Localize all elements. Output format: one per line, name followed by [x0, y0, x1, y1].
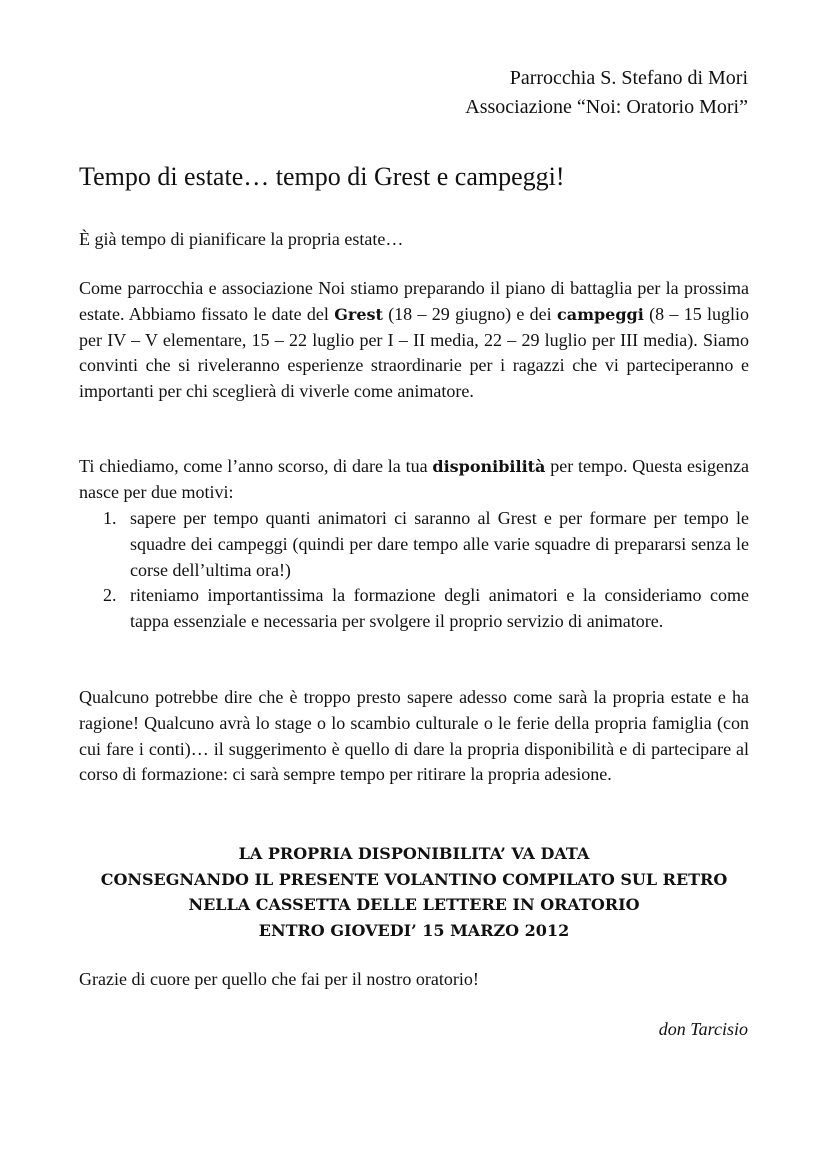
list-item-text: riteniamo importantissima la formazione degli animatori e la consideriamo come tappa essenziale e necessaria per svolgere il proprio servizio di animatore. — [130, 585, 749, 632]
list-item-number: 2. — [103, 585, 117, 606]
reasons-list — [79, 506, 749, 635]
intro-paragraph: È già tempo di pianificare la propria estate… — [79, 229, 404, 249]
letterhead — [465, 64, 748, 122]
signature: don Tarcisio — [658, 1019, 748, 1039]
notice-line: CONSEGNANDO IL PRESENTE VOLANTINO COMPILATO SUL RETRO — [100, 869, 728, 889]
plan-paragraph — [79, 276, 749, 405]
request-paragraph — [79, 454, 749, 506]
campeggi-keyword: campeggi — [556, 304, 644, 324]
thanks-paragraph: Grazie di cuore per quello che fai per il nostro oratorio! — [79, 969, 479, 989]
grest-keyword: Grest — [334, 304, 383, 324]
request-text-2: per tempo. Questa esigenza nasce per due motivi: — [79, 456, 749, 502]
list-item — [79, 583, 749, 635]
notice-deadline: ENTRO GIOVEDI’ 15 MARZO 2012 — [258, 920, 570, 940]
request-text-1: Ti chiediamo, come l’anno scorso, di dare la tua — [79, 456, 433, 476]
page-title: Tempo di estate… tempo di Grest e campeggi! — [79, 162, 565, 191]
note-paragraph: Qualcuno potrebbe dire che è troppo presto sapere adesso come sarà la propria estate e ha ragione! Qualcuno avrà lo stage o lo scambio culturale o le ferie della propria famiglia (con cui fare i conti)… il suggerimento è quello di dare la propria disponibilità e di partecipare al corso di formazione: ci sarà sempre tempo per ritirare la propria adesione. — [79, 687, 749, 785]
plan-text-2: (18 – 29 giugno) e dei — [382, 303, 557, 324]
notice-line: LA PROPRIA DISPONIBILITA’ VA DATA — [238, 844, 590, 863]
notice-line: NELLA CASSETTA DELLE LETTERE IN ORATORIO — [188, 895, 640, 914]
plan-text-1: Come parrocchia e associazione Noi stiamo preparando il piano di battaglia per la prossima estate. Abbiamo fissato le date del — [79, 278, 749, 324]
plan-text-3: (8 – 15 luglio per IV – V elementare, 15 – 22 luglio per I – II media, 22 – 29 luglio per III media). Siamo convinti che si riveleranno esperienze straordinarie per i ragazzi che vi parteciperanno e importanti per chi sceglierà di viverle come animatore. — [79, 303, 750, 402]
list-item — [79, 506, 749, 583]
list-item-text: sapere per tempo quanti animatori ci saranno al Grest e per formare per tempo le squadre dei campeggi (quindi per dare tempo alle varie squadre di prepararsi senza le corse dell’ultima ora!) — [130, 508, 749, 580]
list-item-number: 1. — [103, 508, 117, 528]
association-name: Associazione “Noi: Oratorio Mori” — [465, 96, 748, 118]
disponibilita-keyword: disponibilità — [432, 457, 546, 476]
submission-notice — [79, 841, 749, 943]
parish-name: Parrocchia S. Stefano di Mori — [509, 67, 748, 89]
